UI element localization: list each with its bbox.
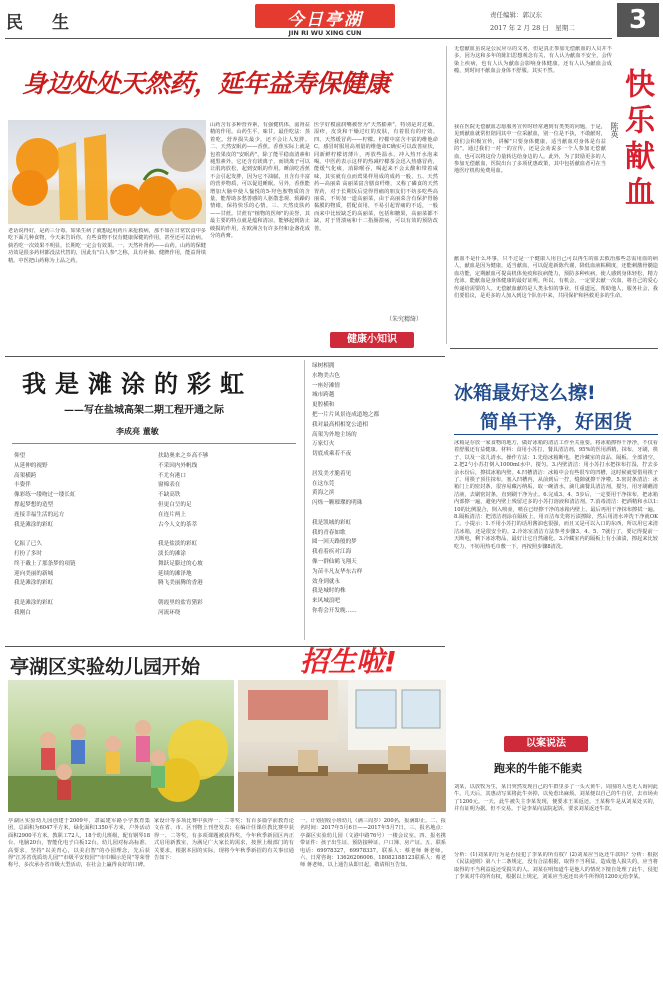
poem-line: 窗棉表在 <box>158 482 181 489</box>
article-health-col3: 医学好模滋润嘴被誉为"天然膨素"，特别是对过敏、湿疹，皮炎和干燥过红的皮肤，有着很有的疗效。四、天然缓冒药——柠檬。柠檬中富含丰富的维他命C，感冒时服用高剂量的维他命C确实可以改善症状，同新鲜柠檬切薄片，再放些温水，冲入热开水泡来喝。中医药表示这样的热减柠檬茶会迅入热感冒药，能缓气化痰，消除喉吞，喝起来不会太酸和带着咸味，其实就有点而蔫果样用成的成药一般，五、天然药—高丽菜 高丽菜富含膳食纤维，又称了磷食的天然胃药，对于长期饭后觉得胃痛的朋友们不妨多吃些高丽菜，不妨加一道高丽菜，由于高丽菜含有保护胃肠黏膜的物质，搭配食用，不易引起胃痛的不适，一般而来中比较缺乏的高丽菜，包括和糖果，高丽菜都不缺，对于胃溃疡和十二指肠溃疡，可以有效的预防改善。 <box>314 122 438 232</box>
poem-line: 我是滩涂的彩虹 <box>14 599 54 606</box>
law-case-analysis: 分析：(1)刘某的行为是否侵犯了李某的所有权？(2)刘某应当返还牛款吗？分析：根据《民法通则》第八十二条规定，没有合法根据，取得不当利益，造成他人损失的，应当将取得的不当利益返还受损失的人。刘某在明知道牛是他人的情况下擅自处理了此牛，侵犯了李某对牛的所有权，根据以上规定，刘某应当返还出卖牛所得的1200元给李某。 <box>454 852 658 881</box>
blood-donation-body: 献血不是什么坏事，只不过是一个健康人用自己可以再生的血去救治那些急需用血的病人，献血是因为健康，适当献血，可以促进新陈代谢，降低血液粘稠度，还能刺激骨髓造血功能，定期献血可提高机体免疫和抗病能力，预防多种疾病，使人感到身体轻松，精力充沛。能献血是身体健康的最好证明。所以，有机会，一定要去献一次血，将自己的爱心传递给需要的人。无偿献血献的是人类永恒的事业，任重道远，帮助他人，服务社会，我们要倡议，是更多的人加入到这个队伍中来，共同保护和拯救更多的生命。 <box>454 256 658 300</box>
article-health-source: （朱究精绮） <box>386 316 423 323</box>
health-tips-label: 健康小知识 <box>330 332 414 348</box>
poem-line <box>312 509 446 519</box>
poem-line: 我是城时的株 <box>312 588 346 595</box>
poem-line: 迎向美丽的新城 <box>14 570 54 577</box>
poem-col3 <box>312 362 446 642</box>
poem-col2 <box>158 452 298 636</box>
article-health-col2: 山药含有多种营养素，有强健机体，滋肾益精的作用。山药生平，味甘，最佳吃法：蒸着吃。营养损失最少，还不会让人发胖。二、天然安眠药——香蕉。香蕉实际上就是包着果皮的"安眠药"，除了能平稳血清素和褪黑素外，它还含有镁离子，而镁离子可以让肌肉放松，起到安眠的作用。睡前吃香蕉不会引起发胖，因为它不油腻，且含有丰富的营养物质，可以促进睡眠。另外，香蕉能增加大脑中使人愉悦的5-羟色胺物质的含量，能帮助多愁善感的人驱散悲观、烦躁的情绪，保持快乐的心情。三、天然皮肤药——甘蔗。甘蔗有"植物的医师"的美誉，其最主要的特点就是蕴和清凉，能够起到防止破损的作用，在欧洲含有许多羟和金盏花成分的药膏。 <box>210 122 310 240</box>
poem-line: 古今人文的茶萃 <box>158 521 198 528</box>
poem-line: 撑起梦想的造型 <box>14 501 54 508</box>
children-playing-photo <box>8 680 234 812</box>
poem-line: 丰姿伴 <box>14 482 31 489</box>
poem-line: 我是滩涂的彩虹 <box>14 521 54 528</box>
poem-line: 我是盐淡的彩虹 <box>158 541 198 548</box>
poem-line: 水物美古色 <box>312 372 340 379</box>
law-case-label: 以案说法 <box>504 736 588 752</box>
blood-donation-mid: 我在医院无偿献血志愿服务宣传时经常遇到有类类的问题，于是，见到献血就常但陪同其中一位采献血，别一位是不执，不敢献时，我们会积极宣传，讲解"只要身体健康，适当献血对身体是有益的"。通过我们一对一的宣传，还是会劝说多一个人参加无偿献血，也可以将这份力量转达给身边的人。此外，为了鼓励更多的人参加无偿献血，医院出台了多项优惠政策，其中包括献血者可在当地医疗机构免费用血。 <box>454 124 606 175</box>
kindergarten-col3: 一、计划招收小班幼儿（满三周岁）200名，报满即止。二、报名时间：2017年5月6日——2017年5月7日。三、报名地点：亭湖区实验幼儿园（文港中路76号）一楼会议室。四、报名携带证件：孩子出生证、预防接种证、户口簿、房产证。五、联系电话：69978327，69978337。联系人：蔡老师 蒋老师。六、日常咨询：13626206006、18082188123联系人：蔡老师 蒋老师。以上通告从即日起，敬请相互告知。 <box>300 818 446 869</box>
poem-line: 你将会开发晚…… <box>312 607 357 614</box>
poem-line: 腾飞美丽腾的香港 <box>158 580 203 587</box>
poem-line <box>158 589 298 599</box>
poem-line: 连接幸福生活的远方 <box>14 511 65 518</box>
poem-line: 把一片片风景连成道地之都 <box>312 411 380 418</box>
poem-line: 切底成乘若不夜 <box>312 451 352 458</box>
orange-juice-photo <box>8 120 206 224</box>
poem-line: 为苗丰凡友华东古样 <box>312 568 363 575</box>
poem-line: 朝霞里的盐宵猪彩 <box>158 599 203 606</box>
section-label: 民 生 <box>6 13 75 33</box>
fridge-rule <box>454 434 658 435</box>
poem-title: 我是滩涂的彩虹 <box>22 369 253 398</box>
poem-line <box>312 460 446 470</box>
poem-line: 终于戴上了那条梦的项链 <box>14 560 76 567</box>
poem-line: 万家灯火 <box>312 441 335 448</box>
poem-divider <box>304 360 305 640</box>
page-number: 3 <box>617 3 659 37</box>
law-case-body: 刘某，以放牧为生，某日突然发现自己的牛群里多了一头大黄牛，周围的人也无人询问此牛。几天后，其惠动写某将此牛卖掉，以免惹出麻烦。刘某便以自己的牛自居，去市场卖了1200元。一天，此牛被失主李某发现，便要求王某返还。王某称牛是从刘某处买的，并有证明为据。但不交易。于是李某向法院起诉，要求刘某返还牛款。 <box>454 784 658 813</box>
kindergarten-col1: 亭湖区实验幼儿园创建于2009年，隶属建军路小学教育集团，总面积为6047平方米，绿化面积1350平方米，户外活动面积2900平方米，教职工72人，18个幼儿班级，配有钢琴18台、电脑20台，智能化电子白板12台。幼儿园对标高标准、高要求，坚持"以美育心，以美启智"的办园理念，先后获得"江苏省优质幼儿园""市级平安校园""市巾帼示范岗"等荣誉称号，多次承办省市级大型活动，在社会上赢得良好的口碑。 <box>8 818 150 869</box>
poem-line: 更腔横和 <box>312 402 335 409</box>
masthead-logo: 今日亭湖 <box>287 10 363 30</box>
poem-line: 来风城浪吧 <box>312 598 340 605</box>
poem-line: 在连片两上 <box>158 511 186 518</box>
kindergarten-col2: 家设计等多项比赛中获得一、二等奖；有百多篇学前教育论文在省、市、区刊物上刊登发表；在编计任课任教比赛中获得一、二等奖，有多项课题被获得奖。今年秋季新园区内正式启用新教室，为满足广大家长的需求，按照上级部门的有关要求，根据本园的实际，现将今年秋季新招的有关事宜通告如下： <box>154 818 294 862</box>
poem-line: 居发美才脆着见 <box>312 470 352 477</box>
poem-line: 扶助奥来之乡高不够 <box>158 453 209 459</box>
poem-line: 像一群仙鹤飞翔天 <box>312 558 357 565</box>
poem-line: 我是凯城的彩虹 <box>312 519 352 526</box>
column-divider <box>446 46 447 344</box>
blood-donation-title: 快乐献血 <box>619 68 654 212</box>
editor-info: 责任编辑：郭汉东 <box>490 11 542 19</box>
poem-line: 一座好滩情 <box>312 382 340 389</box>
poem-line: 打扮了多时 <box>14 550 42 557</box>
blood-donation-intro: 无偿献血虽说是公民应尽的义务，但是真正参加无偿献血的人员并不多，因为这和多年的陈旧思想观念有关，有人认为献血不安全，会传染上疾病，也有人认为献血会影响身体健康。还有人认为献血会成瘾，到时间不献血会身体不舒服。其实不然。 <box>454 46 612 75</box>
poem-author: 李成亮 董敏 <box>116 426 159 436</box>
poem-line: 不缺高铁 <box>158 492 181 499</box>
masthead <box>255 4 395 28</box>
poem-line: 高架为外地主场的 <box>312 431 357 438</box>
fridge-body: 冰箱是存放一家食物的地方，做好冰箱的清洁工作至关重要。将冰箱擦得干净净，不仅看着舒服还有益健康。材料：食用小苏打，餐具清洁剂，95%的医用酒精，抹布，牙刷，筷子，以及一盆儿清水。操作方法：1.先给冰箱断电，把冷藏室的食品、隔板、全部清空。2.把2勺小苏打倒入1000ml水中，搅匀。3.内壁清洁：用小苏打水把抹布打湿，拧去多余水份后，擦拭冰箱内壁。4.凹槽清洁：冰箱中会有些很窄的凹槽，这时候就要借用筷子了，用筷子顶住抹布，塞入凹槽内，从前到后一拧，缝隙就擦干净啦。5.密封条清洁：冰箱门上的密封条，很容易藏污纳垢，取一碗清水，滴几滴餐具清洁剂，搅匀，用牙刷蘸清洁液，去刷密封条，直到刷干净为止。6.完成3、4、5步后，一定要用干净抹布，把冰箱内部擦一遍，避免内壁上残留过多的小苏打溶液和清洁剂。7.消毒清洁：把酒精和水以1:10的比例混合，倒入喷壶，喷在已经擦干净的冰箱内壁上，最后再用干净抹布擦拭一遍。8.隔板清洁：把清洁剂涂在隔板上，用百洁布先将污渍擦除，然后用清水冲洗干净就OK了。小提示：1.不用小苏打的话用酱油也很强，而且又是可以入口的东西，所以用它来清洁冰箱，还是很安全的。2.冷冻室清洁方法参考步骤3、4、5、7就行了，要记得提前一天断电，剩下冰冻物品，最好让它自然融化。3.冷藏室内的隔板上有小油渍，擦起来比较吃力，不妨用热毛巾敷一下，再按照步骤8清洗。 <box>454 440 658 550</box>
poem-line: 我看着疾对江海 <box>312 549 352 556</box>
poem-line: 城市跨越 <box>312 392 335 399</box>
poem-line: 效身到就永 <box>312 578 340 585</box>
fridge-headline-line1: 冰箱最好这么擦! <box>454 382 596 404</box>
poem-line: 延续的滩泽地 <box>158 570 192 577</box>
blood-donation-author: 陈英 <box>610 122 619 138</box>
page-header <box>0 0 663 42</box>
fridge-headline-line2: 简单干净，好困货 <box>480 411 633 433</box>
poem-line: 在这东莞 <box>312 480 335 487</box>
poem-line: 我的青春如歌 <box>312 529 346 536</box>
kindergarten-headline-accent: 招生啦! <box>300 645 397 678</box>
kindergarten-headline: 亭湖区实验幼儿园开始 <box>10 656 201 678</box>
article-health-col1: 老话说得好，是药三分毒。如果生病了就想起用药片来抢救病，那不如在日常饮食中多吃下面几种食物，今天来告诉你，有些食物不仅有健康保健的作用，甚至还可以治病。倘若吃一次效果不明显，长期吃一定会有效果。一、天然补肾药——山药。山药的保健功效是很多药材都没法代替的，因此有"白人参"之称，具有补肺、健脾作用，能益肾填精。中医把山药称为上品之药。 <box>8 228 206 264</box>
issue-date: 2017 年 2 月 28 日 星期二 <box>490 24 575 32</box>
poem-line <box>14 589 154 599</box>
poem-line: 舞跃足膨过的心坡 <box>158 560 203 567</box>
section-rule <box>5 356 445 357</box>
poem-line: 闪烁一颗璀璨的明珠 <box>312 500 363 507</box>
poem-line: 我是滩涂的彩虹 <box>14 580 54 587</box>
poem-line: 不采因内外帆线 <box>158 462 198 469</box>
classroom-photo <box>238 680 446 812</box>
poem-subtitle: ——写在盐城高架二期工程开通之际 <box>64 405 224 416</box>
section-rule-right <box>450 348 658 349</box>
poem-line <box>14 530 154 540</box>
poem-line <box>158 530 298 540</box>
poem-line: 仰望 <box>14 453 26 459</box>
masthead-pinyin: JIN RI WU XING CUN <box>288 29 362 37</box>
article-health-headline: 身边处处天然药，延年益寿保健康 <box>22 69 390 98</box>
header-rule <box>5 38 612 39</box>
poem-line: 高架横跨 <box>14 472 37 479</box>
poem-line: 亿振了已久 <box>14 541 42 548</box>
poem-line: 不尤有港口 <box>158 472 186 479</box>
poem-line: 绿树相拥 <box>312 363 335 369</box>
poem-line: 河流环绕 <box>158 609 181 616</box>
law-case-headline: 跑来的牛能不能卖 <box>494 762 582 775</box>
poem-line: 我对最高相相宽公道相 <box>312 421 368 428</box>
poem-line: 但更白呈的足 <box>158 501 192 508</box>
poem-line: 我刚白 <box>14 609 31 616</box>
poem-rule <box>12 443 296 444</box>
poem-line: 从延伸的视野 <box>14 462 48 469</box>
poem-line: 淡长的滩涂 <box>158 550 186 557</box>
poem-line: 像彩练一缕吻过一缕长虹 <box>14 492 76 499</box>
poem-col1 <box>14 452 154 636</box>
poem-line: 圆一回天路般的梦 <box>312 539 357 546</box>
poem-line: 黄海之滨 <box>312 490 335 497</box>
